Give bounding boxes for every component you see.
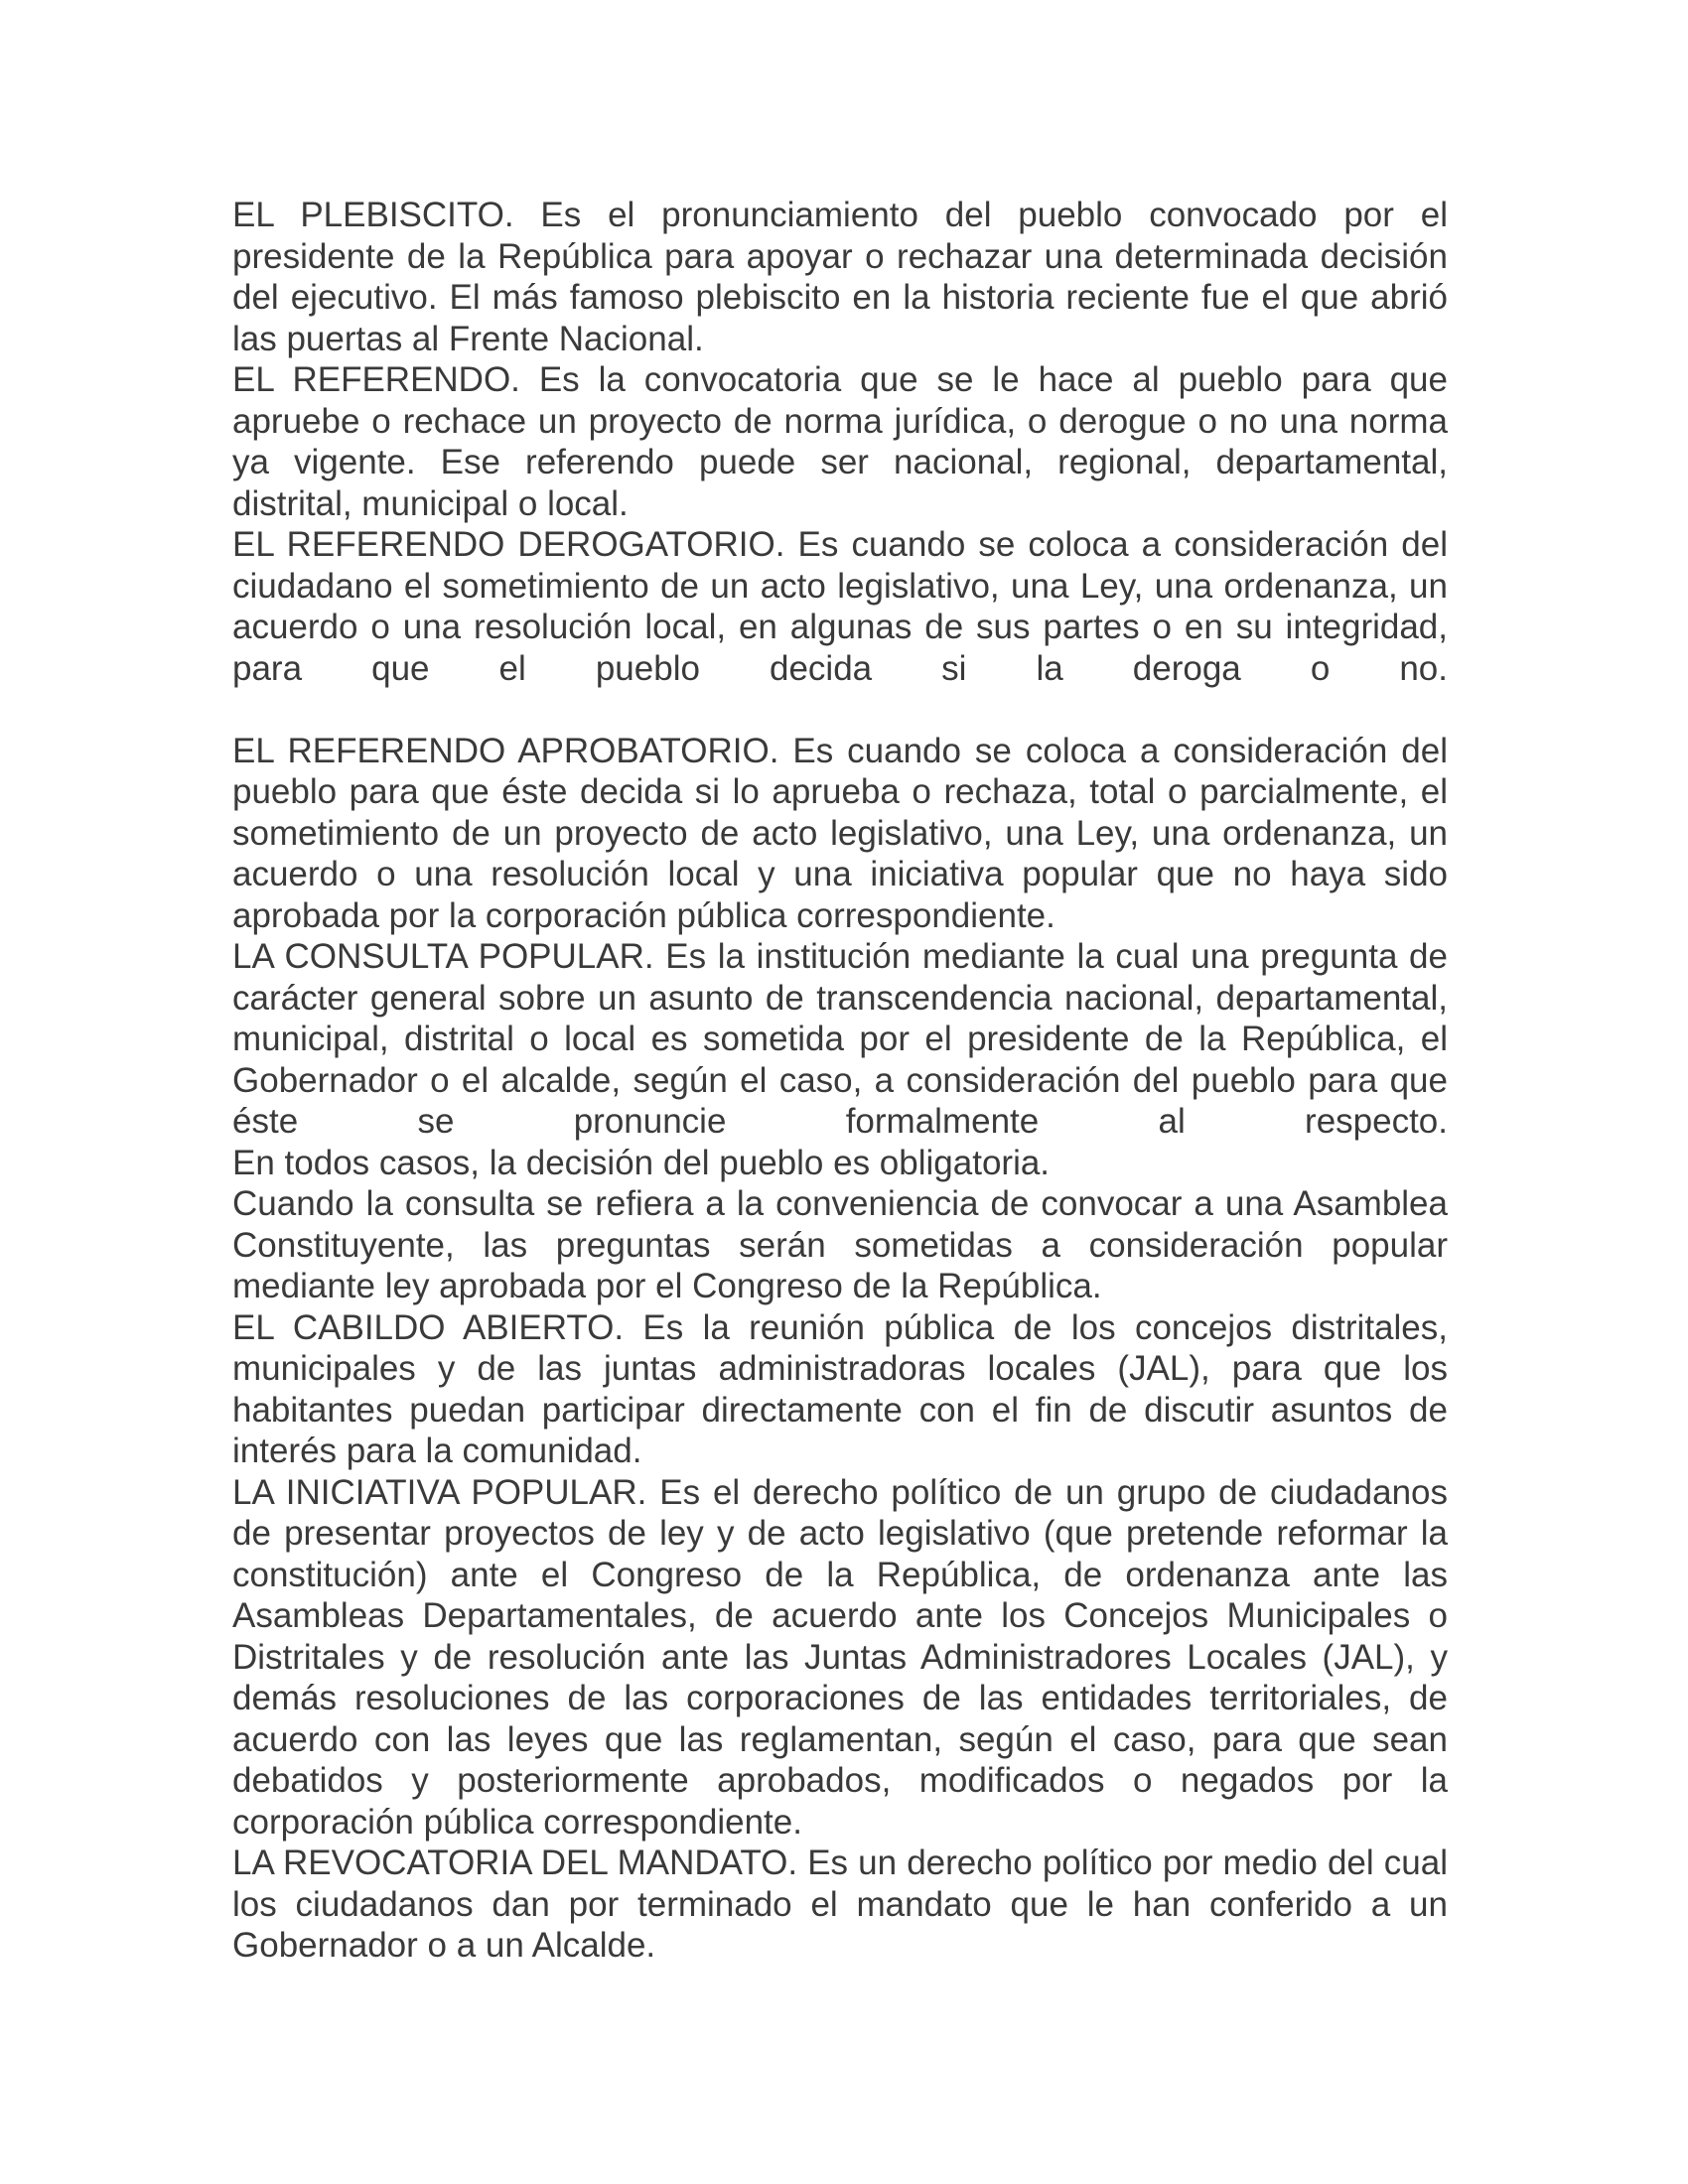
paragraph-referendo: EL REFERENDO. Es la convocatoria que se le hace al pueblo para que apruebe o rechace un proyecto de norma jurídica, o derogue o no una norma ya vigente. Ese referendo puede ser nacional, regional, departamental, distrital, municipal o local. xyxy=(232,360,1448,523)
paragraph-decision-obligatoria: En todos casos, la decisión del pueblo es obligatoria. xyxy=(232,1143,1051,1182)
paragraph-plebiscito: EL PLEBISCITO. Es el pronunciamiento del pueblo convocado por el presidente de la República para apoyar o rechazar una determinada decisión del ejecutivo. El más famoso plebiscito en la historia reciente fue el que abrió las puertas al Frente Nacional. xyxy=(232,196,1448,358)
paragraph-iniciativa-popular: LA INICIATIVA POPULAR. Es el derecho político de un grupo de ciudadanos de presentar proyectos de ley y de acto legislativo (que pretende reformar la constitución) ante el Congreso de la República, de ordenanza ante las Asambleas Departamentales, de acuerdo ante los Concejos Municipales o Distritales y de resolución ante las Juntas Administradores Locales (JAL), y demás resoluciones de las corporaciones de las entidades territoriales, de acuerdo con las leyes que las reglamentan, según el caso, para que sean debatidos y posteriormente aprobados, modificados o negados por la corporación pública correspondiente. xyxy=(232,1472,1448,1842)
document-body xyxy=(232,195,1448,1967)
paragraph-referendo-aprobatorio: EL REFERENDO APROBATORIO. Es cuando se coloca a consideración del pueblo para que éste decida si lo aprueba o rechaza, total o parcialmente, el sometimiento de un proyecto de acto legislativo, una Ley, una ordenanza, un acuerdo o una resolución local y una iniciativa popular que no haya sido aprobada por la corporación pública correspondiente. xyxy=(232,731,1448,935)
paragraph-cabildo-abierto: EL CABILDO ABIERTO. Es la reunión pública de los concejos distritales, municipales y de las juntas administradoras locales (JAL), para que los habitantes puedan participar directamente con el fin de discutir asuntos de interés para la comunidad. xyxy=(232,1307,1448,1470)
paragraph-revocatoria-mandato: LA REVOCATORIA DEL MANDATO. Es un derecho político por medio del cual los ciudadanos dan por terminado el mandato que le han conferido a un Gobernador o a un Alcalde. xyxy=(232,1843,1448,1965)
blank-line xyxy=(232,689,1448,731)
paragraph-asamblea-constituyente: Cuando la consulta se refiera a la conveniencia de convocar a una Asamblea Constituyente, las preguntas serán sometidas a consideración popular mediante ley aprobada por el Congreso de la República. xyxy=(232,1184,1448,1305)
paragraph-consulta-popular: LA CONSULTA POPULAR. Es la institución mediante la cual una pregunta de carácter general sobre un asunto de transcendencia nacional, departamental, municipal, distrital o local es sometida por el presidente de la República, el Gobernador o el alcalde, según el caso, a consideración del pueblo para que éste se pronuncie formalmente al respecto. xyxy=(232,937,1448,1141)
paragraph-referendo-derogatorio: EL REFERENDO DEROGATORIO. Es cuando se coloca a consideración del ciudadano el sometimiento de un acto legislativo, una Ley, una ordenanza, un acuerdo o una resolución local, en algunas de sus partes o en su integridad, para que el pueblo decida si la deroga o no. xyxy=(232,525,1448,688)
